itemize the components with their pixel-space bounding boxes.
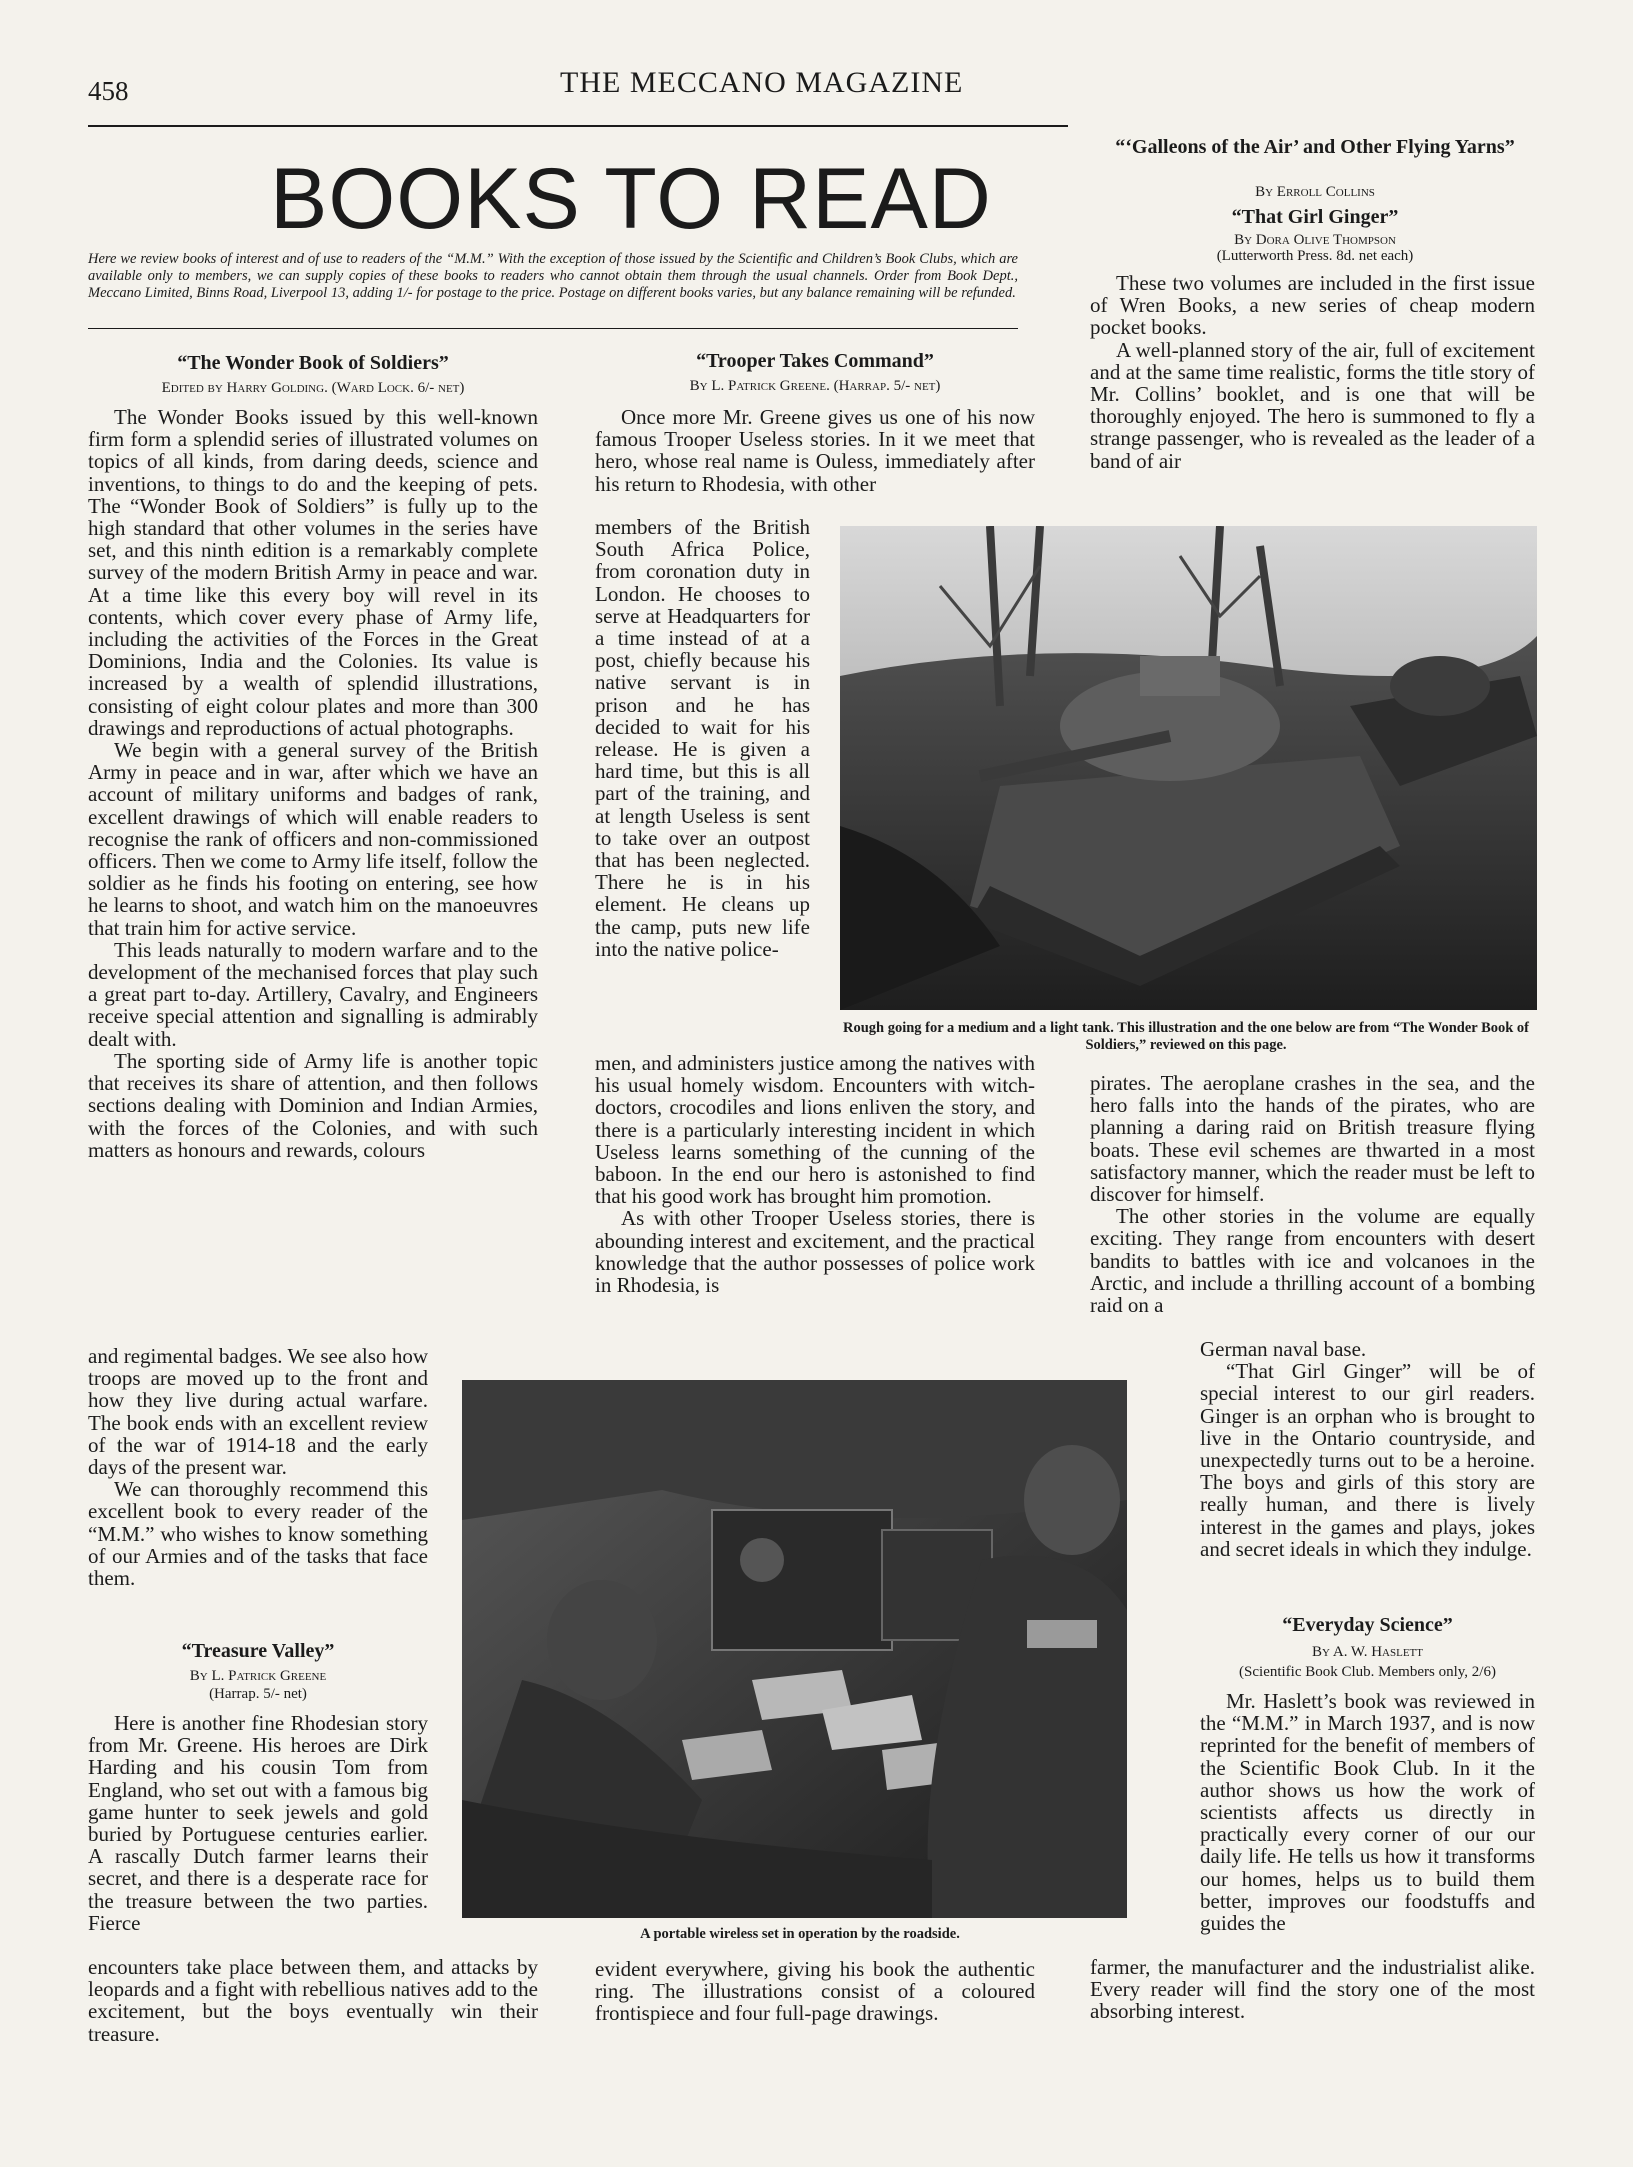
trooper-byline: By L. Patrick Greene. (Harrap. 5/- net) [689, 378, 941, 394]
science-title: “Everyday Science” [1282, 1614, 1453, 1636]
page-number: 458 [88, 76, 129, 106]
treasure-para-1a: Here is another fine Rhodesian story from Mr. Greene. His heroes are Dirk Harding and his cousin Tom from England, who set out with a famous big game hunter to seek jewels and gold buried by Portuguese centuries earlier. A rascally Dutch farmer learns their secret, and there is a desperate race for the treasure between the two parties. Fierce [88, 1711, 428, 1935]
galleons-para-4b: German naval base. [1200, 1337, 1367, 1361]
galleons-byline: By Erroll Collins [1255, 184, 1375, 200]
magazine-title: THE MECCANO MAGAZINE [560, 66, 964, 99]
galleons-para-3: pirates. The aeroplane crashes in the sea, and the hero falls into the hands of the pirates, who are planning a daring raid on British treasure flying boats. These evil schemes are thwarted in a most satisfactory manner, which the reader must be left to discover for himself. [1090, 1071, 1535, 1207]
intro-rule [88, 328, 1018, 329]
wonder-para-2: We begin with a general survey of the British Army in peace and in war, after which we have an account of military uniforms and badges of rank, excellent drawings of which will enable readers to recognise the rank of officers and non-commissioned officers. Then we come to Army life itself, follow the soldier as he finds his footing on entering, see how he learns to shoot, and watch him on the manoeuvres that train him for active service. [88, 738, 538, 940]
wonder-byline: Edited by Harry Golding. (Ward Lock. 6/- net) [161, 380, 465, 396]
galleons-text-narrow [1200, 1338, 1535, 1560]
wireless-caption: A portable wireless set in operation by the roadside. [640, 1926, 960, 1942]
trooper-para-3: evident everywhere, giving his book the authentic ring. The illustrations consist of a coloured frontispiece and four full-page drawings. [595, 1957, 1035, 2026]
galleons-text-top [1090, 272, 1535, 472]
wonder-text [88, 406, 538, 1161]
ginger-byline: By Dora Olive Thompson [1234, 232, 1396, 248]
tank-photo [840, 526, 1537, 1010]
trooper-title: “Trooper Takes Command” [696, 350, 934, 372]
intro-note: Here we review books of interest and of use to readers of the “M.M.” With the exception of those issued by the Scientific and Children’s Book Clubs, which are available only to members, we can supply copies of these books to readers who cannot obtain them through the usual channels. Order from Book Dept., Meccano Limited, Binns Road, Liverpool 13, adding 1/- for postage to the price. Postage on different books varies, but any balance remaining will be refunded. [88, 251, 1018, 301]
page-title: BOOKS TO READ [270, 151, 992, 247]
trooper-text-end [595, 1958, 1035, 2025]
treasure-title: “Treasure Valley” [181, 1640, 335, 1662]
galleons-para-5: “That Girl Ginger” will be of special interest to our girl readers. Ginger is an orphan who is brought to live in the Ontario countryside, and unexpectedly turns out to be a heroine. The boys and girls of this story are really human, and there is lively interest in the games and plays, jokes and secret ideals in which they indulge. [1200, 1359, 1535, 1561]
wonder-title: “The Wonder Book of Soldiers” [177, 352, 449, 374]
wireless-photo [462, 1380, 1127, 1918]
wonder-para-5: We can thoroughly recommend this excellent book to every reader of the “M.M.” who wishes to know something of our Armies and of the tasks that face them. [88, 1477, 428, 1591]
trooper-para-1b: members of the British South Africa Police, from coronation duty in London. He chooses to serve at Headquarters for a time instead of at a post, chiefly because his native servant is in prison and he has decided to wait for his release. He is given a hard time, but this is all part of the training, and at length Useless is sent to take over an outpost that has been neglected. There he is in his element. He cleans up the camp, puts new life into the native police- [595, 515, 810, 961]
wren-publisher: (Lutterworth Press. 8d. net each) [1216, 248, 1414, 264]
trooper-text-bottom [595, 1052, 1035, 1296]
treasure-text-narrow [88, 1712, 428, 1934]
treasure-para-1b: encounters take place between them, and attacks by leopards and a fight with rebellious natives add to the excitement, but the boys eventually win their treasure. [88, 1955, 538, 2046]
science-byline: By A. W. Haslett [1312, 1644, 1423, 1660]
treasure-text-wide [88, 1956, 538, 2045]
header-rule [88, 125, 1068, 127]
tank-caption: Rough going for a medium and a light tank. This illustration and the one below are from “The Wonder Book of Soldiers,” reviewed on this page. [842, 1020, 1530, 1053]
trooper-para-1c: men, and administers justice among the natives with his usual homely wisdom. Encounters with witch-doctors, crocodiles and lions enliven the story, and there is a particularly interesting incident in which Useless learns something of the cunning of the baboon. In the end our hero is astonished to find that his good work has brought him promotion. [595, 1051, 1035, 1209]
treasure-publisher: (Harrap. 5/- net) [209, 1686, 307, 1702]
ginger-title: “That Girl Ginger” [1231, 206, 1399, 228]
wonder-para-1: The Wonder Books issued by this well-known firm form a splendid series of illustrated volumes on topics of all kinds, from daring deeds, science and inventions, to things to do and the keeping of pets. The “Wonder Book of Soldiers” is fully up to the high standard that other volumes in the series have set, and this ninth edition is a remarkably complete survey of the modern British Army in peace and war. At a time like this every boy will revel in its contents, which cover every phase of Army life, including the activities of the Forces in the Great Dominions, India and the Colonies. Its value is increased by a wealth of splendid illustrations, consisting of eight colour plates and more than 300 drawings and reproductions of actual photographs. [88, 405, 538, 740]
science-para-1a: Mr. Haslett’s book was reviewed in the “M.M.” in March 1937, and is now reprinted for the benefit of members of the Scientific Book Club. In it the author shows us how the work of scientists affects us directly in practically every corner of our our daily life. He tells us how it transforms our homes, helps us to build them better, improves our foodstuffs and guides the [1200, 1689, 1535, 1936]
science-publisher: (Scientific Book Club. Members only, 2/6) [1239, 1664, 1496, 1680]
galleons-para-2: A well-planned story of the air, full of excitement and at the same time realistic, forms the title story of Mr. Collins’ booklet, and is one that will be thoroughly enjoyed. The hero is summoned to fly a strange passenger, who is revealed as the leader of a band of air [1090, 337, 1535, 473]
wonder-text-narrow [88, 1345, 428, 1589]
trooper-text-top [595, 406, 1035, 495]
trooper-para-1a: Once more Mr. Greene gives us one of his now famous Trooper Useless stories. In it we meet that hero, whose real name is Ouless, immediately after his return to Rhodesia, with other [595, 405, 1035, 496]
galleons-text-mid [1090, 1072, 1535, 1316]
science-text-wide [1090, 1956, 1535, 2023]
trooper-text-narrow [595, 516, 810, 960]
galleons-title: “‘Galleons of the Air’ and Other Flying Yarns” [1115, 136, 1515, 158]
wonder-para-3: This leads naturally to modern warfare and to the development of the mechanised forces that play such a great part to-day. Artillery, Cavalry, and Engineers receive special attention and signalling is admirably dealt with. [88, 937, 538, 1051]
science-para-1b: farmer, the manufacturer and the industrialist alike. Every reader will find the story one of the most absorbing interest. [1090, 1955, 1535, 2024]
treasure-byline: By L. Patrick Greene [189, 1668, 327, 1684]
wonder-para-4b: and regimental badges. We see also how troops are moved up to the front and how they live during actual warfare. The book ends with an excellent review of the war of 1914-18 and the early days of the present war. [88, 1344, 428, 1480]
science-text-narrow [1200, 1690, 1535, 1934]
wonder-para-4a: The sporting side of Army life is another topic that receives its share of attention, and then follows sections dealing with Dominion and Indian Armies, with the forces of the Colonies, and with such matters as honours and rewards, colours [88, 1048, 538, 1162]
trooper-para-2: As with other Trooper Useless stories, there is abounding interest and excitement, and the practical knowledge that the author possesses of police work in Rhodesia, is [595, 1206, 1035, 1298]
galleons-para-4: The other stories in the volume are equally exciting. They range from encounters with desert bandits to battles with ice and volcanoes in the Arctic, and include a thrilling account of a bombing raid on a [1090, 1204, 1535, 1318]
galleons-para-1: These two volumes are included in the first issue of Wren Books, a new series of cheap modern pocket books. [1090, 271, 1535, 340]
